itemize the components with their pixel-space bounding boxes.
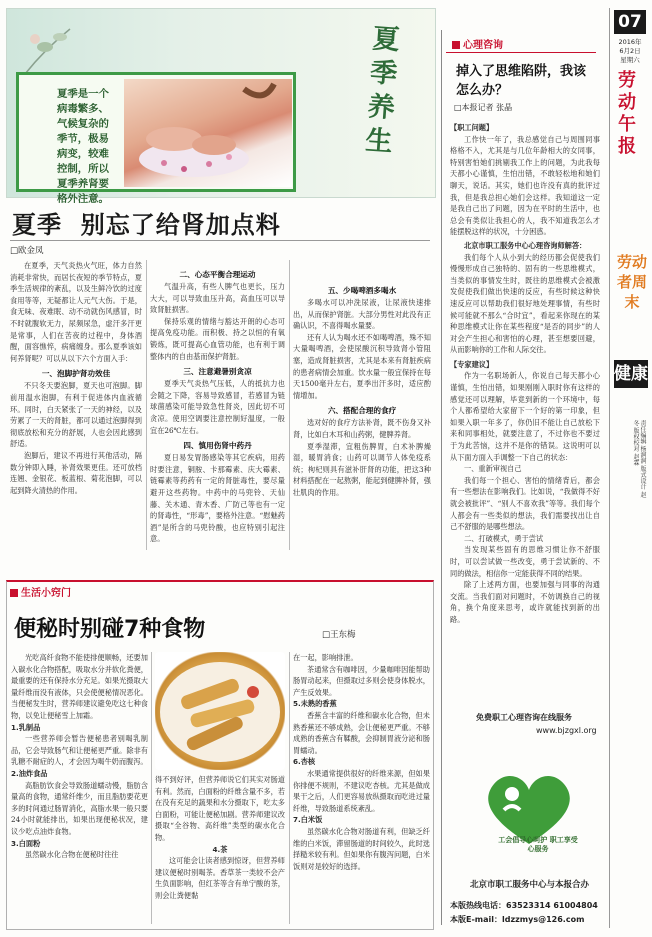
section-heading: 二、心态平衡合理运动 [179, 270, 256, 279]
paragraph: 在夏季，天气炎热火气旺，体力自然消耗非常快，而居长夜短的季节特点，夏季生活规律的紊乱，以及生鲜冷饮的过度食用等等，无疑都让人元气大伤。于是，食无味、夜难眠、动不动就伤风感冒，时不时就腹软无力，尿频尿急，虚汗多汗更是常事，人们在苦夜的过程中，身体酒醒，面容憔悴，病痛缠身。那么夏季该如何养肾呢？可以从以下六个方面入手： [10, 261, 142, 363]
paragraph: 当发现某些固有的思维习惯让你不舒服时，可以尝试做一些改变，勇于尝试新的、不同的做法，相信你一定能获得不同的结果。 [450, 545, 600, 578]
tips-headline: 便秘时别碰7种食物 [14, 617, 206, 642]
date-weekday: 星期六 [620, 56, 640, 64]
paragraph: 水果通常提供很好的纤维来源，但如果你排便不规则，不建议吃杏核。尤其是做成果干之后，人们更容易放纵摄取而吃进过量纤维，导致肠道系统紊乱。 [293, 768, 430, 813]
date-year: 2016年 [618, 38, 642, 46]
paragraph: 夏日易发胃肠感染等其它疾病，用药时要注意，铜胺、卡那霉素、庆大霉素、链霉素等药药有一定的肾脏毒性，要尽量避开这些药物。中药中的马兜铃、天仙藤、关木通、青木香、广防己等也有一定的肾毒性，“形毒”，要格外注意。“慰魅药酒”是所含的马兜铃酸，也应特别引起注意。 [150, 453, 285, 544]
email-row [450, 914, 584, 925]
paragraph: 虽然碳水化合物对肠道有利，但缺乏纤维的白米饭，滞留肠道的时间较久，此时选择糙米较有利。但如果你有腹泻问题，白米饭则对是较好的选择。 [293, 826, 430, 871]
paragraph: 选对好的食疗方法补肾，既不伤身又补肾，比如白木耳和山药粥，健脾养肾。 [293, 418, 431, 439]
fried-food-photo [155, 652, 285, 770]
logo-slogan: 工会倡导心呵护 职工享受心服务 [498, 836, 578, 853]
credit: 版权校对 [632, 427, 639, 452]
section-label: 健康 [614, 360, 648, 388]
hotline-label: 本版热线电话： [450, 901, 506, 910]
question-label: 【职工问题】 [450, 123, 494, 132]
tips-col3 [293, 652, 430, 926]
masthead: 劳动午报 [618, 70, 636, 157]
section-heading: 三、注意避暑别贪凉 [183, 367, 252, 377]
credits [616, 420, 646, 500]
credit: 杨涧涧 [639, 445, 646, 464]
paragraph: 工作快一年了，我总感觉自己与周围同事格格不入，尤其是与几位年龄相大的女同事，特别害怕她们挑剔我工作上的问题，为此我每天都小心谨慎，生怕出错，不敢轻松地和她们聊天，说话。其实，她们也许没有真的批评过我，但是我总担心她们会这样。我知道这一定是我自己出了问题，因为在平时的生活中，也总会有类似让我担心的人，我不知道我怎么才能摆脱这样的状况，十分困惑。 [450, 134, 600, 237]
article1-col3 [293, 262, 431, 552]
psych-headline: 掉入了思维陷阱，我该怎么办？ [456, 64, 587, 98]
banner-calligraphy: 夏季养生 [364, 23, 401, 158]
kicker-label: 生活小窍门 [21, 588, 71, 599]
tips-author: □王东梅 [322, 630, 356, 640]
psych-author: □本报记者 张晶 [454, 103, 513, 112]
paragraph: 我们每个人从小到大的经历都会促使我们慢慢形成自己独特的、固有的一些思维模式，当类似的事情发生时，既往的思维模式会被激发促使我们做出快速的反应，有些时候这种快速反应可以帮助我们很好地处理事情，有些时候可能就不那么“合时宜”，看起来你现在的某种思维模式让你在某些程度“是否的同步”的人对会产生担心和害怕的心理，甚至想要回避，从而影响你的工作和人际交往。 [450, 252, 600, 355]
footbath-photo [124, 79, 292, 187]
intro-box [16, 72, 296, 205]
credit: 责任编辑 [639, 420, 646, 444]
flower-icon [15, 19, 85, 79]
page-headline: 夏季 别忘了给肾加点料 [12, 211, 281, 239]
food-heading: 1.乳制品 [11, 722, 41, 732]
paragraph: 茶通常含有咖啡因，少量咖啡因能帮助肠胃动起来，但摄取过多则会使身体脱水，产生反效果。 [293, 664, 430, 697]
paragraph: 香蕉含丰富的纤维和碳水化合物，但未熟香蕉还不够成熟，会让便秘更严重。不够成熟的香蕉含有鞣酸，会抑制胃液分泌和肠胃蠕动。 [293, 710, 430, 755]
food-heading: 2.油炸食品 [11, 768, 48, 778]
credit: 赵霖 [632, 453, 639, 466]
section-heading: 五、少喝啤酒多喝水 [327, 286, 397, 295]
paragraph: 夏季天气炎热气压低，人的抵抗力也会随之下降，容易导致感冒，若感冒为链球菌感染可能导致急性肾炎，因此切不可贪凉。使用空调要注意控制好温度，一般宜在26℃左右。 [150, 379, 285, 435]
credit: 版式设计 [639, 465, 646, 490]
paragraph: 多喝水可以冲洗尿液，让尿液快速排出，从而保护肾脏。大部分男性对此没有正确认识，不喜得喝水量要。 [293, 298, 431, 331]
paragraph: 得不到好评，但营养师说它们其实对肠道有利。然而，白面粉的纤维含量不多，若在没有充足的蔬果和水分摄取下，吃太多白面粉，可能让便秘加剧。营养师建议改摄取“全谷物、高纤维”类型的碳水化合物。 [155, 775, 285, 842]
credit: 赵冬 [632, 420, 646, 498]
article1-col2 [150, 268, 285, 544]
paragraph: 除了上述两方面，也要加强与同事的沟通交流。当我们面对问题时，不妨调换自己的视角，换个角度来思考，或许就能找到新的出路。 [450, 580, 600, 624]
kicker-label: 心理咨询 [463, 40, 503, 51]
expert-label: 【专家建议】 [450, 359, 494, 369]
paragraph: 我们每一个担心、害怕的情绪背后，都会有一些想法在影响我们。比如说，“我做得不好就会被批评”、“别人不喜欢我”等等。我们每个人都会有一些类似的想法，我们需要找出让自己不舒服的是哪些想法。 [450, 475, 600, 532]
tips-col2 [155, 774, 285, 926]
section-heading: 六、搭配合理的食疗 [327, 406, 397, 416]
paragraph: 泡脚后，建议不再进行其他活动，隔数分钟即入睡，补肾效果更佳。还可放档连翘、金银花、板蓝根、菊花泡脚，可以起到降火清热的作用。 [10, 450, 142, 495]
hotline-number: 63523314 61004804 [506, 901, 598, 910]
paragraph: 不只冬天要泡脚，夏天也可泡脚。脚前用温水泡脚，有利于促进体内血液循环。同时，白天紧张了一天的神经，以及劳累了一天的肾脏，都可以通过泡脚得到彻底放松和充分的舒展，人也会因此感到舒适。 [10, 381, 142, 449]
sub-heading: 一、重新审视自己 [464, 464, 522, 474]
article-author: □欧金凤 [10, 246, 44, 256]
tips-kicker [10, 584, 71, 599]
organizer: 北京市职工服务中心与本报合办 [470, 880, 590, 890]
hotline-row [450, 900, 598, 911]
kicker-square-icon [10, 589, 18, 597]
answerer-label: 北京市职工服务中心心理咨询师解答： [464, 240, 587, 250]
paragraph: 一些营养师会暂告便秘患者别喝乳制品，它会导致肠气和让便秘更严重。除非有乳糖不耐症的人，才会因为喝牛奶而腹泻。 [11, 734, 148, 767]
food-heading: 5.未熟的香蕉 [293, 699, 337, 709]
paragraph: 光吃高纤食物不能使排便顺畅，还要加入碳水化合物搭配，吸取水分并软化粪便，最重要的还有保持水分充足。如果光摄取大量纤维而没有液体，只会使便秘情况恶化。当便秘发生时，营养师建议避免吃这七种食物，以免让便秘雪上加霜。 [11, 653, 148, 720]
paragraph: 虽然碳水化合物在便秘时往往 [25, 850, 119, 860]
food-heading: 4.茶 [212, 844, 228, 854]
paragraph: 夏季湿滞，宜粗伤脾胃，白术补脾燥湿，暖胃消食；山药可以调节人体免疫系统；枸杞则具有滋补肝肾的功能，把这3种材料搭配在一起熬粥，能起到健脾补肾，强壮肌肉的作用。 [293, 441, 431, 497]
intro-text: 夏季是一个病毒繁多、气候复杂的季节，极易病变，较难控制，所以夏季养肾要格外注意。 [57, 88, 109, 205]
paragraph: 保持乐观的情绪与豁达开朗的心态可提高免疫功能。而积极、持之以恒的有氧锻炼，既可提高心血管功能，也有利于调整体内的自由基而保护肾脏。 [150, 316, 285, 361]
sub-heading: 二、打破模式，勇于尝试 [464, 533, 544, 543]
column-title: 劳动者周末 [616, 253, 647, 311]
email-label: 本版E-mail： [450, 915, 503, 924]
food-heading: 6.杏核 [293, 757, 316, 767]
paragraph: 高脂肪饮食会导致肠道蠕动慢，脂肪含量高的食物，通常纤维少，而且脂肪要花更多的时间通过肠胃消化，高脂水果一般只要24小时就能排出，如果出现便秘状况，建议少吃点油炸食物。 [11, 780, 148, 836]
kicker-square-icon [452, 41, 460, 49]
section-heading: 一、泡脚护肾功效佳 [41, 369, 111, 379]
service-url[interactable]: www.bjzgxl.org [536, 726, 597, 735]
paragraph: 作为一名职场新人，你说自己每天都小心谨慎，生怕出错，如果刚刚入职时你有这样的感觉还可以理解，毕竟到新的一个环境中，每个人都希望给大家留下一个好的第一印象，但如果入职一年多了，你仍旧不能让自己放松下来和同事相处，就要注意了，不过你也不要过于为此苦恼，这并不是你的错误。这说明可以从下面方面入手调整一下自己的状态： [450, 371, 600, 462]
tips-col1 [11, 652, 148, 926]
page-number: 07 [614, 10, 646, 34]
psych-body [450, 122, 600, 667]
date-day: 6月2日 [619, 47, 641, 55]
paragraph: 气温升高，有些人脾气也更长，压力大大，可以导致血压升高，高血压可以导致肾脏损害。 [150, 282, 285, 315]
paragraph: 还有人认为喝水还不如喝啤酒，殊不知大量喝啤酒，会使尿酸沉积导致肾小管阻塞，造成肾脏损害，尤其是本来有肾脏疾病的患者病情会加重。饮水量一般宜保持在每天1500毫升左右，夏季出汗多时，适应酌情增加。 [293, 332, 431, 400]
section-heading: 四、慎用伤肾中药丹 [183, 441, 252, 451]
service-line: 免费职工心理咨询在线服务 [476, 713, 572, 722]
issue-date [612, 38, 648, 65]
article1-col1 [10, 260, 142, 496]
food-heading: 3.白面粉 [11, 838, 41, 848]
food-heading: 7.白米饭 [293, 815, 323, 825]
email-address[interactable]: ldzzmys@126.com [502, 915, 585, 924]
paragraph: 这可能会让读者感到惊讶，但营养师建议便秘时别喝茶。香草茶一类较不会产生负面影响，但红茶等含有单宁酸的茶，则会让粪便黏 [155, 856, 285, 900]
paragraph: 在一起，影响排泄。 [293, 653, 358, 662]
psych-kicker [452, 36, 503, 51]
